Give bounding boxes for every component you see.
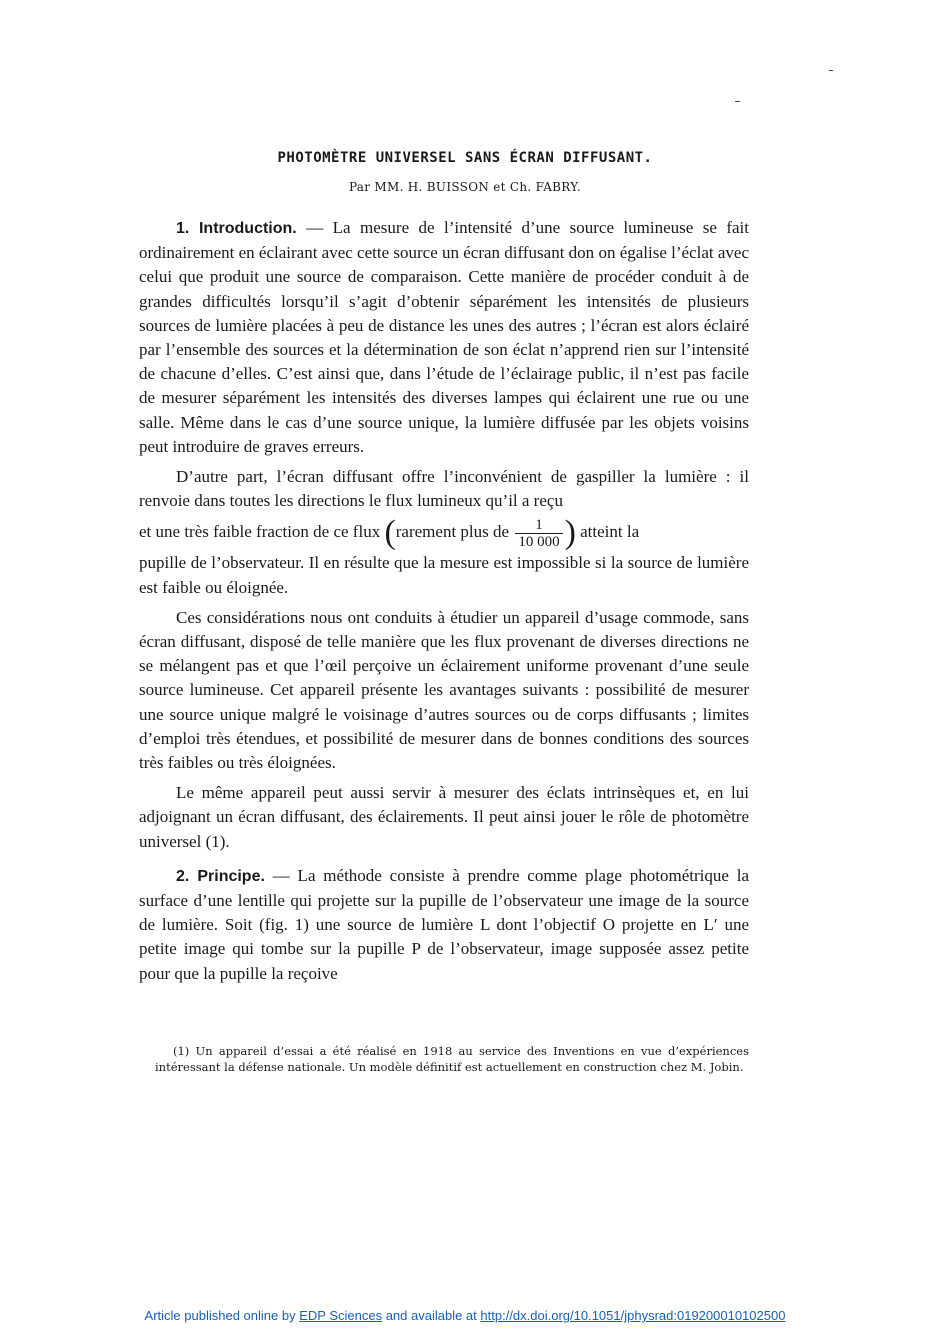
fraction-line: et une très faible fraction de ce flux (rarement plus de $\frac{1}{10 000}$ ) atteint la: [139, 514, 640, 552]
paragraph: [139, 216, 749, 459]
section-heading: 2. Principe.: [176, 867, 265, 885]
paragraph-text: Le même appareil peut aussi servir à mesurer des éclats intrinsèques et, en lui adjoignant un écran diffusant, des éclairements. Il peut ainsi jouer le rôle de photomètre universel: [139, 783, 749, 851]
doi-link[interactable]: http://dx.doi.org/10.1051/jphysrad:019200010102500: [480, 1308, 786, 1323]
scan-mark: [829, 70, 833, 71]
publication-footer: [0, 1308, 930, 1323]
article-authors: Par MM. H. BUISSON et Ch. FABRY.: [348, 180, 582, 194]
fraction: [515, 517, 562, 550]
footnote-text: (1) Un appareil d’essai a été réalisé en 1918 au service des Inventions en vue d’expériences intéressant la défense nationale. Un modèle définitif est actuellement en construction chez M. Jobin.: [155, 1044, 749, 1074]
article-title: PHOTOMÈTRE UNIVERSEL SANS ÉCRAN DIFFUSANT.: [277, 150, 653, 166]
publisher-link[interactable]: EDP Sciences: [299, 1308, 383, 1323]
fraction-denominator: 10 000: [515, 533, 562, 550]
paragraph-text: et une très faible fraction de ce flux: [139, 522, 381, 542]
paragraph-text: — La méthode consiste à prendre comme plage photométrique la surface d’une lentille qui projette sur la pupille de l’observateur une image de la source de lumière. Soit (fig. 1) une source de lumière L dont l’objectif O projette en L′ une petite image qui tombe sur la pupille P de l’observateur, image supposée assez petite pour que la pupille la reçoive: [139, 865, 749, 983]
paragraph: [139, 465, 749, 513]
paragraph-text: Ces considérations nous ont conduits à étudier un appareil d’usage commode, sans écran diffusant, disposé de telle manière que les flux provenant de diverses directions ne se mélangent pas et que l’œil perçoive un éclairement uniforme provenant d’une seule source lumineuse. Cet appareil présente les avantages suivants : possibilité de mesurer une source unique malgré le voisinage d’autres sources ou de corps diffusants ; limites d’emploi très étendues, et possibilité de mesurer dans de bonnes conditions des sources très faibles ou très éloignées.: [139, 607, 749, 773]
paragraph: [139, 606, 749, 775]
footnote: [155, 1043, 749, 1075]
article-body: [139, 216, 749, 986]
footer-prefix: Article published online by: [144, 1308, 296, 1323]
paragraph: [139, 864, 749, 986]
paragraph-text: atteint la: [580, 522, 640, 542]
paragraph-text: D’autre part, l’écran diffusant offre l’inconvénient de gaspiller la lumière : il renvoie dans toutes les directions le flux lumineux qu’il a reçu: [139, 467, 749, 511]
paragraph-text: rarement plus de: [395, 522, 510, 542]
footer-middle: and available at: [385, 1308, 477, 1323]
paragraph-text: — La mesure de l’intensité d’une source lumineuse se fait ordinairement en éclairant avec cette source un écran diffusant don on égalise l’éclat avec celui que produit une source de comparaison. Cette manière de procéder conduit à de grandes difficultés lorsqu’il s’agit d’obtenir séparément les intensités de plusieurs sources de lumière placées à peu de distance les unes des autres ; l’écran est alors éclairé par l’ensemble des sources et la détermination de son éclat n’apprend rien sur l’intensité de chacune d’elles. C’est ainsi que, dans l’étude de l’éclairage public, il n’est pas facile de mesurer séparément les intensités des diverses lampes qui éclairent une rue ou une salle. Même dans le cas d’une source unique, la lumière diffusée par les objets voisins peut introduire de graves erreurs.: [139, 218, 750, 456]
footnote-reference: (1).: [205, 831, 230, 851]
paragraph: [139, 781, 749, 854]
fraction-numerator: 1: [535, 517, 543, 534]
paragraph-continuation: pupille de l’observateur. Il en résulte que la mesure est impossible si la source de lumière est faible ou éloignée.: [139, 553, 749, 597]
section-heading: 1. Introduction.: [176, 220, 297, 237]
scan-mark: [735, 101, 740, 102]
